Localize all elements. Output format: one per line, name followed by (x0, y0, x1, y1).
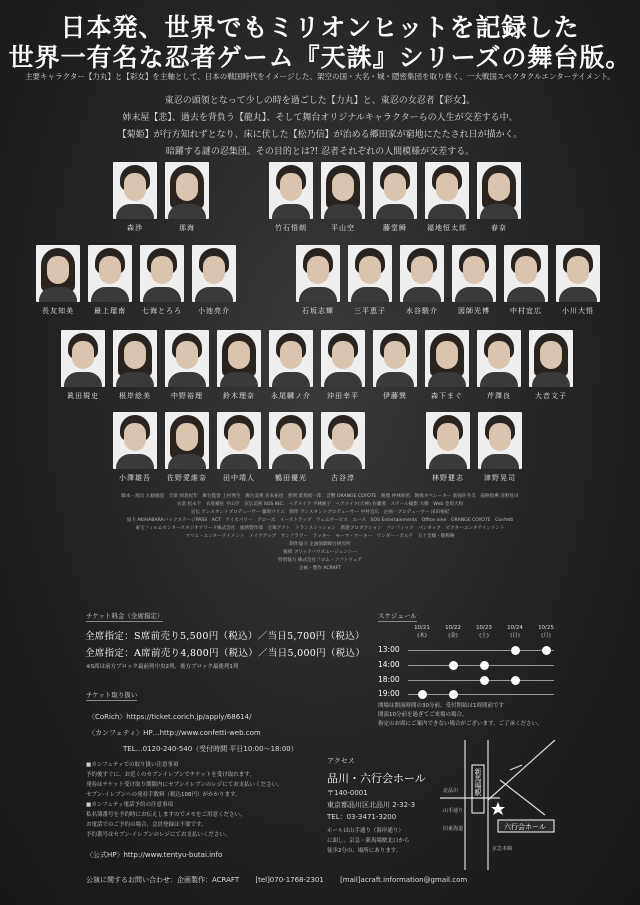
cast-member (269, 330, 313, 401)
cast-member (217, 412, 261, 483)
cast-name: 眞田規史 (67, 392, 99, 400)
cast-row-1b (269, 162, 529, 233)
cast-member (348, 245, 392, 316)
cast-photo (425, 162, 469, 219)
cast-member (296, 245, 340, 316)
staff-credits (22, 493, 618, 573)
cast-photo (296, 245, 340, 302)
cast-member (113, 330, 157, 401)
road-label: 京急本線 (492, 846, 513, 852)
schedule-date: 10/25 (538, 625, 554, 631)
booking-note: 予約後すぐに、お近くのセブンイレブンでチケットを受け取れます。 (86, 772, 255, 778)
cast-row-4 (113, 412, 373, 483)
cast-member (400, 245, 444, 316)
schedule-date: 10/23 (476, 625, 492, 631)
booking-tel: TEL…0120-240-540（受付時間 平日10:00～18:00） (123, 745, 298, 753)
staff-line: 宣伝 アシスタントプロデューサー 藤原マリエ 制作 アシスタントプロデューサー 中村宜広 企画・プロデューサー 田田裕紀 (190, 510, 450, 515)
performance-dot (480, 676, 489, 685)
road-label: 北品川 (443, 788, 459, 794)
cast-name: 小澤雄吾 (119, 474, 151, 482)
price-s-seat: 全席指定：S席前売り5,500円（税込）／当日5,700円（税込） (85, 631, 365, 642)
cast-photo (165, 412, 209, 469)
staff-line: 制作協力 企画演劇舞台研究所 (289, 542, 351, 547)
cast-row-4b (426, 412, 530, 483)
cast-name: 三平恵子 (354, 307, 386, 315)
cast-name: 中野裕理 (171, 392, 203, 400)
cast-member (113, 162, 157, 233)
staff-line: 企画・製作 ACRAFT (298, 566, 342, 571)
booking-title: チケット取り扱い (86, 691, 138, 699)
cast-photo (556, 245, 600, 302)
cast-photo (321, 412, 365, 469)
cast-photo (192, 245, 236, 302)
venue-zip: 〒140-0001 (327, 789, 368, 797)
cast-photo (477, 162, 521, 219)
venue-map (440, 740, 570, 870)
cast-photo (113, 412, 157, 469)
cast-photo (61, 330, 105, 387)
intro-paragraph: 姉末屋【悲】、過去を背負う【龍丸】、そして舞台オリジナルキャラクターらの人生が交差する中、 (122, 113, 518, 123)
footer (86, 875, 481, 885)
schedule-row-line (408, 694, 554, 695)
cast-photo (529, 330, 573, 387)
venue-tel: TEL：03-3471-3200 (327, 813, 397, 821)
cast-name: 根岸絵美 (119, 392, 151, 400)
booking-note: 発券はチケット受け取り期限内にセブンイレブンのレジにてお支払いください。 (86, 782, 283, 788)
cast-photo (88, 245, 132, 302)
cast-name: 水谷駿介 (406, 307, 438, 315)
schedule-title: スケジュール (378, 612, 417, 620)
schedule-day: (月) (541, 633, 551, 639)
cast-photo (348, 245, 392, 302)
cast-photo (217, 330, 261, 387)
map-road (488, 740, 555, 800)
cast-name: 森渉 (127, 224, 143, 232)
schedule-time: 18:00 (378, 675, 400, 684)
cast-photo (373, 162, 417, 219)
cast-member (478, 412, 522, 483)
performance-dot (449, 661, 458, 670)
schedule-time: 14:00 (378, 660, 400, 669)
cast-member (425, 330, 469, 401)
map-road (500, 780, 545, 815)
schedule-date-header (472, 624, 496, 640)
staff-line: 特別協力 株式会社フロム・ソフトウェア (278, 558, 362, 563)
cast-name: 春奈 (491, 224, 507, 232)
cast-member (61, 330, 105, 401)
staff-line: マリエ・エンターテイメント メイクアップ サンフラワー ラッキー モーマ・マーキー ワンダー・ポルテ 五十音順・敬称略 (185, 534, 455, 539)
cast-member (36, 245, 80, 316)
schedule-date: 10/22 (445, 625, 461, 631)
footer-contact: 公演に関するお問い合わせ：企画製作：ACRAFT (86, 876, 240, 884)
direction-line: ホールは山手通り（海岸通り） (327, 828, 404, 834)
cast-name: 林野健志 (432, 474, 464, 482)
cast-member (217, 330, 261, 401)
schedule-note: 開演10分前を過ぎてご来場の場合、 (378, 712, 468, 718)
cast-name: 七海とろろ (142, 307, 182, 315)
cast-name: 津野晃司 (484, 474, 516, 482)
cast-name: 中村宜広 (510, 307, 542, 315)
cast-member (165, 330, 209, 401)
cast-name: 森下まぐ (431, 392, 463, 400)
booking-note: 予約番号はセブン-イレブンのレジにてお支払いください。 (86, 832, 231, 838)
cast-row-1 (113, 162, 217, 233)
road-label: 旧東海道 (443, 826, 464, 832)
cast-photo (426, 412, 470, 469)
cast-member (477, 162, 521, 233)
corich-link[interactable]: 〈CoRich〉https://ticket.corich.jp/apply/68614/ (88, 713, 252, 721)
cast-member (321, 330, 365, 401)
star-icon (491, 802, 505, 815)
staff-line: 後援 ブリックハウスエージェンシー (283, 550, 357, 555)
schedule-row-line (408, 650, 554, 651)
cast-member (269, 162, 313, 233)
cast-name: 最上瑠南 (94, 307, 126, 315)
cast-name: 石坂志輝 (302, 307, 334, 315)
schedule-date-header (503, 624, 527, 640)
cast-name: 佐野愛維奈 (167, 474, 207, 482)
performance-dot (480, 661, 489, 670)
schedule-day: (日) (510, 633, 520, 639)
intro-paragraph: 東忍の頭領となって少しの時を過ごした【力丸】と、東忍の女忍者【彩女】。 (164, 96, 476, 106)
cast-member (425, 162, 469, 233)
cast-name: 沖田幸平 (327, 392, 359, 400)
cast-name: 芹澤良 (487, 392, 511, 400)
cast-name: 鶴田優光 (275, 474, 307, 482)
venue-address: 東京都品川区北品川 2-32-3 (327, 801, 416, 809)
schedule-date-header (441, 624, 465, 640)
footer-tel: [tel]070-1768-2301 (255, 876, 324, 884)
cast-member (556, 245, 600, 316)
hall-label: 六行会ホール (504, 823, 546, 831)
booking-note: ■カンフェティ電話予約の注意事項 (86, 802, 173, 808)
cast-name: 那海 (179, 224, 195, 232)
booking-note: お電話でのご予約の場合、会員登録は不要です。 (86, 822, 207, 828)
cast-member (140, 245, 184, 316)
performance-dot (542, 646, 551, 655)
headline-line1: 日本発、世界でもミリオンヒットを記録した (60, 13, 580, 42)
cast-member (165, 412, 209, 483)
cast-photo (165, 330, 209, 387)
map-road (510, 765, 522, 770)
schedule-day: (木) (417, 633, 427, 639)
schedule-date-header (534, 624, 558, 640)
cast-name: 小池亮介 (198, 307, 230, 315)
cast-name: 鈴木理奈 (223, 392, 255, 400)
cast-photo (478, 412, 522, 469)
price-a-seat: 全席指定：A席前売り4,800円（税込）／当日5,000円（税込） (85, 648, 366, 659)
official-site-link[interactable]: 〈公式HP〉http://www.tentyu-butai.info (86, 851, 223, 859)
station-label: 新馬場駅 (474, 768, 482, 796)
schedule-day: (土) (479, 633, 489, 639)
schedule-time: 13:00 (378, 645, 400, 654)
cast-member (321, 412, 365, 483)
intro-paragraph: 主要キャラクター【力丸】と【彩女】を主軸として、日本の戦国時代をイメージした、架空の国・大名・城・隠密集団を取り巻く、一大戦国スペクタクルエンターテイメント。 (25, 72, 615, 81)
cast-name: 長友知美 (42, 307, 74, 315)
cast-member (373, 330, 417, 401)
cast-name: 平山空 (331, 224, 355, 232)
cast-photo (504, 245, 548, 302)
booking-note: ■カンフェティでの取り扱い注意事項 (86, 762, 179, 768)
performance-dot (418, 690, 427, 699)
cast-photo (400, 245, 444, 302)
tickets-note: ※S席は前方ブロック最前列中央2列、後方ブロック最後列1列 (86, 664, 239, 670)
cast-member (113, 412, 157, 483)
cast-photo (36, 245, 80, 302)
direction-line: 徒歩2分の、場所にあります。 (327, 848, 402, 854)
cast-member (373, 162, 417, 233)
booking-note: 私名簿番号を予約時にお伝えしますのでメモをご用意ください。 (86, 812, 246, 818)
confetti-link[interactable]: 〈カンフェティ〉HP…http://www.confetti-web.com (88, 729, 261, 737)
headline-line2: 世界一有名な忍者ゲーム『天誅』シリーズの舞台版。 (8, 43, 632, 72)
cast-member (321, 162, 365, 233)
cast-member (269, 412, 313, 483)
staff-line: 衣裳 松永千 衣裳補佐 平山空 宣伝美術 SOS INC. ヘアメイク 平林純子 ヘアメイク(天神) 佐藤愛 スチール撮影 大樹 Web 金坂大和 (176, 502, 464, 507)
cast-member (88, 245, 132, 316)
cast-photo (217, 412, 261, 469)
cast-member (504, 245, 548, 316)
cast-photo (113, 162, 157, 219)
schedule-date: 10/24 (507, 625, 523, 631)
staff-line: 東宝フィルムセンタースタジオアワード株式会社 総務製作部 宝塚アクト トランスミッション 新進プロダクション パシフィック パンタック ビクターエンタテインメント (135, 526, 505, 531)
performance-dot (449, 690, 458, 699)
cast-name: 田中靖人 (223, 474, 255, 482)
cast-member (426, 412, 470, 483)
cast-name: 大音文子 (535, 392, 567, 400)
cast-photo (425, 330, 469, 387)
direction-line: に面し、京急・新馬場駅北口から (327, 838, 410, 844)
schedule-day: (金) (448, 633, 458, 639)
schedule-date: 10/21 (414, 625, 430, 631)
booking-notes (86, 760, 283, 840)
cast-photo (373, 330, 417, 387)
cast-photo (269, 162, 313, 219)
cast-name: 小川大悟 (562, 307, 594, 315)
cast-photo (113, 330, 157, 387)
road-label: 山手通り (443, 808, 464, 814)
cast-member (477, 330, 521, 401)
cast-name: 福地恒太郎 (427, 224, 467, 232)
cast-photo (321, 162, 365, 219)
cast-row-3 (61, 330, 581, 401)
venue-name: 品川・六行会ホール (327, 772, 426, 785)
schedule-date-header (410, 624, 434, 640)
footer-mail[interactable]: [mail]acraft.information@gmail.com (340, 876, 468, 884)
performance-dot (511, 676, 520, 685)
cast-member (192, 245, 236, 316)
schedule-note: 指定のお席にご案内できない場合がございます。ご了承ください。 (378, 721, 543, 727)
staff-line: 脚本・演出 九傾幽霊 音楽 岡倉紀年 舞台監督 上村秀生 舞台美術 岩本拓也 照明 紫苑結一郎 音響 ORANGE COYOTE 映像 仲林紗希 映像オペレーター 新保佐冬美 殺陣指導 清野晃司 (121, 494, 519, 499)
booking-note: セブン-イレブンへの発券手数料（税込108円）がかかります。 (86, 792, 241, 798)
cast-name: 古谷淳 (331, 474, 355, 482)
cast-photo (477, 330, 521, 387)
cast-member (529, 330, 573, 401)
performance-dot (511, 646, 520, 655)
tickets-title: チケット料金（全席指定） (86, 612, 164, 620)
cast-row-2 (36, 245, 244, 316)
cast-row-2b (296, 245, 608, 316)
schedule-note: 開場は開演時間の30分前、受付開始は1時間前です (378, 703, 504, 709)
intro-paragraph: 暗躍する謎の忍集団。その目的とは?! 忍者それぞれの人間模様が交差する。 (165, 147, 475, 157)
cast-photo (321, 330, 365, 387)
cast-name: 永尾麟ノ介 (271, 392, 311, 400)
cast-photo (269, 412, 313, 469)
cast-member (165, 162, 209, 233)
access-label: アクセス (327, 757, 355, 765)
cast-name: 図師光博 (458, 307, 490, 315)
cast-name: 伊藤巽 (383, 392, 407, 400)
staff-line: 協力 AKIHABARAバックステージPASS ACT アイズパワー アローズ イーストアップ ウェムサービス エース SOS Entertainments Office nine ORANGE COYOTE Confetti (126, 518, 514, 523)
cast-photo (452, 245, 496, 302)
intro-paragraph: 【菊姫】が行方知れずとなり、床に伏した【松乃信】が治める郷田家が窮地にたたされ日が描かく。 (117, 130, 523, 140)
cast-name: 藤堂瞬 (383, 224, 407, 232)
cast-member (452, 245, 496, 316)
schedule-notes (378, 702, 543, 729)
cast-photo (140, 245, 184, 302)
cast-name: 竹石悟朗 (275, 224, 307, 232)
schedule-time: 19:00 (378, 689, 400, 698)
venue-directions (327, 826, 410, 856)
cast-photo (269, 330, 313, 387)
cast-photo (165, 162, 209, 219)
